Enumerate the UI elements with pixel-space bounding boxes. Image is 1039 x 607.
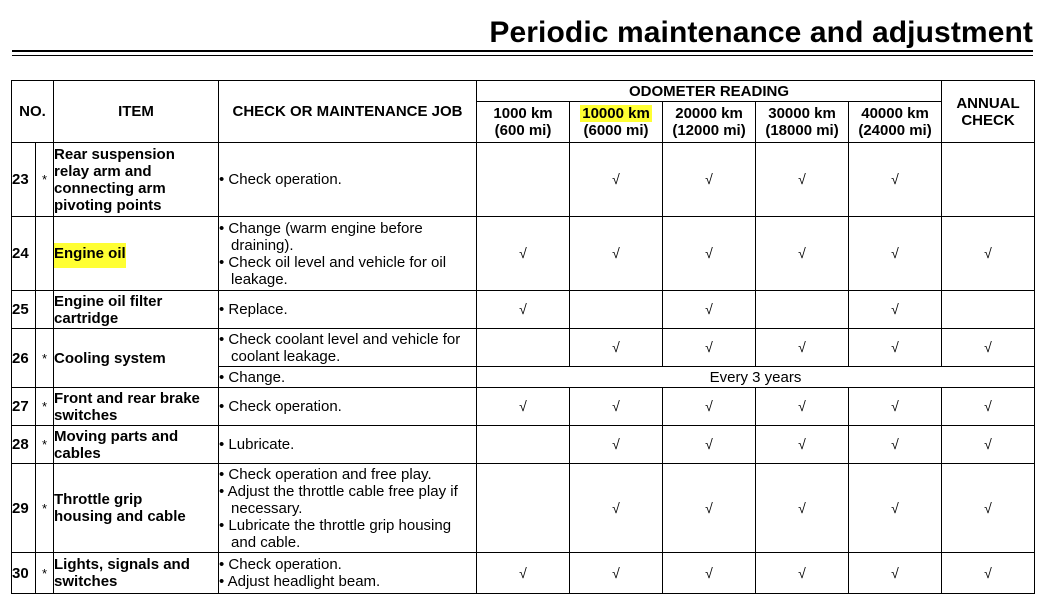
interval-check-cell: √ [756,464,849,553]
interval-check-cell: √ [756,426,849,464]
interval-mi: (24000 mi) [858,122,932,139]
row-item [54,291,219,329]
interval-check-cell [570,291,663,329]
interval-check-cell: √ [849,291,942,329]
header-interval [849,102,942,143]
interval-mi: (18000 mi) [765,122,839,139]
row-star: * [36,329,54,388]
interval-check-cell: √ [570,553,663,594]
header-annual-line1: ANNUAL [956,94,1020,112]
job-line: • Check operation. [219,556,342,573]
interval-check-cell: √ [570,426,663,464]
row-job [219,217,477,291]
item-line: relay arm and [54,162,152,180]
item-line: Engine oil filter [54,292,163,310]
row-star [36,291,54,329]
row-star: * [36,388,54,426]
interval-check-cell: √ [663,553,756,594]
item-line: switches [54,573,118,590]
interval-check-cell: √ [849,426,942,464]
job-line: • Lubricate the throttle grip housing and cable. [219,516,452,551]
annual-check-cell: √ [942,553,1035,594]
interval-check-cell: √ [756,217,849,291]
row-number: 26 [12,329,36,388]
interval-km: 40000 km [861,105,929,122]
header-interval [663,102,756,143]
row-star [36,217,54,291]
page-title: Periodic maintenance and adjustment [489,16,1033,49]
table-row [12,291,1035,329]
row-job [219,388,477,426]
interval-check-cell [477,329,570,367]
interval-check-cell: √ [477,553,570,594]
row-item [54,143,219,217]
header-interval-highlighted [570,102,663,143]
interval-check-cell [477,464,570,553]
item-line: Rear suspension [54,145,175,163]
item-line: cartridge [54,309,119,327]
table-row [12,217,1035,291]
interval-check-cell: √ [663,426,756,464]
interval-check-cell: √ [570,143,663,217]
interval-check-cell [477,143,570,217]
interval-check-cell: √ [663,388,756,426]
row-job [219,329,477,367]
job-line: • Lubricate. [219,436,295,453]
interval-check-cell [477,426,570,464]
interval-check-cell [756,291,849,329]
row-star: * [36,464,54,553]
row-number: 25 [12,291,36,329]
row-item [54,464,219,553]
table-row [12,388,1035,426]
row-star: * [36,143,54,217]
row-star: * [36,426,54,464]
interval-km: 20000 km [675,105,743,122]
row-item [54,388,219,426]
header-odometer: ODOMETER READING [477,81,942,102]
item-line: switches [54,406,118,424]
header-interval [756,102,849,143]
job-line: • Change (warm engine before draining). [219,219,423,254]
row-job [219,426,477,464]
interval-check-cell: √ [756,143,849,217]
job-line: • Check operation. [219,171,342,188]
interval-km: 1000 km [493,105,553,122]
header-item: ITEM [54,81,219,143]
interval-km: 30000 km [768,105,836,122]
job-line: • Check operation. [219,398,342,415]
row-item [54,329,219,388]
interval-check-cell: √ [663,464,756,553]
annual-check-cell [942,291,1035,329]
job-line: • Check oil level and vehicle for oil leakage. [219,253,447,288]
row-item [54,553,219,594]
row-item [54,426,219,464]
interval-check-cell: √ [477,291,570,329]
row-job [219,464,477,553]
interval-mi: (12000 mi) [672,122,746,139]
item-line: Throttle grip [54,491,143,508]
header-annual-check [942,81,1035,143]
table-row [12,553,1035,594]
table-row [12,143,1035,217]
interval-check-cell: √ [570,217,663,291]
item-line: Lights, signals and [54,556,190,573]
row-number: 29 [12,464,36,553]
annual-check-cell: √ [942,329,1035,367]
annual-check-cell [942,143,1035,217]
interval-check-cell: √ [570,464,663,553]
job-line: • Check operation and free play. [219,465,432,483]
header-no: NO. [12,81,54,143]
row-every-note: Every 3 years [477,367,1035,388]
row-job [219,553,477,594]
row-item [54,217,219,291]
item-line: Engine oil [54,243,126,268]
item-line: Cooling system [54,349,166,367]
job-line: • Adjust headlight beam. [219,573,381,590]
item-line: Moving parts and [54,427,179,445]
interval-check-cell: √ [756,329,849,367]
item-line: pivoting points [54,196,162,214]
row-job [219,143,477,217]
interval-check-cell: √ [756,388,849,426]
item-line: cables [54,444,101,462]
item-line: Front and rear brake [54,389,200,407]
interval-check-cell: √ [849,388,942,426]
row-number: 28 [12,426,36,464]
title-rule-thin [12,55,1033,56]
row-number: 27 [12,388,36,426]
job-line: • Adjust the throttle cable free play if necessary. [219,482,458,517]
annual-check-cell: √ [942,388,1035,426]
maintenance-table [11,80,1035,594]
job-line: • Check coolant level and vehicle for coolant leakage. [219,330,461,365]
row-job [219,291,477,329]
title-rule-thick [12,50,1033,52]
interval-check-cell: √ [849,553,942,594]
interval-check-cell: √ [477,388,570,426]
interval-check-cell: √ [849,464,942,553]
interval-check-cell: √ [756,553,849,594]
annual-check-cell: √ [942,426,1035,464]
interval-check-cell: √ [477,217,570,291]
interval-check-cell: √ [663,329,756,367]
table-row [12,329,1035,367]
row-job-change: • Change. [219,367,477,388]
item-line: connecting arm [54,179,166,197]
table-row [12,464,1035,553]
annual-check-cell: √ [942,217,1035,291]
interval-check-cell: √ [663,217,756,291]
row-number: 24 [12,217,36,291]
header-interval [477,102,570,143]
interval-check-cell: √ [570,388,663,426]
table-row [12,426,1035,464]
interval-mi: (600 mi) [494,122,552,139]
item-line: housing and cable [54,508,186,525]
row-star: * [36,553,54,594]
interval-km-highlighted: 10000 km [582,105,650,122]
job-line: • Replace. [219,301,288,318]
header-job: CHECK OR MAINTENANCE JOB [219,81,477,143]
row-number: 23 [12,143,36,217]
interval-check-cell: √ [849,143,942,217]
row-number: 30 [12,553,36,594]
interval-check-cell: √ [663,291,756,329]
interval-check-cell: √ [849,329,942,367]
header-annual-line2: CHECK [961,111,1015,129]
interval-check-cell: √ [849,217,942,291]
interval-check-cell: √ [663,143,756,217]
interval-mi: (6000 mi) [583,122,649,139]
annual-check-cell: √ [942,464,1035,553]
interval-check-cell: √ [570,329,663,367]
